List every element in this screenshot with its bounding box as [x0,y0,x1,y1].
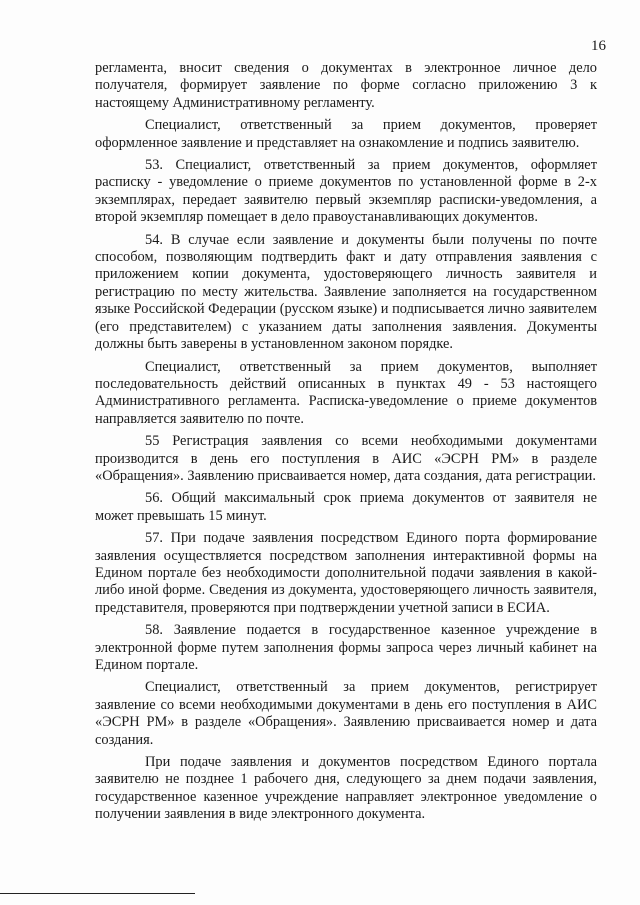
paragraph-58: 58. Заявление подается в государственное казенное учреждение в электронной форме путем заполнения формы запроса через личный кабинет на Едином портале. [95,622,597,673]
page-number: 16 [591,38,606,54]
paragraph: Специалист, ответственный за прием документов, регистрирует заявление со всеми необходимыми документами в день его поступления в АИС «ЭСРН РМ» в разделе «Обращения». Заявлению присваивается номер и дата создания. [95,679,597,748]
paragraph-53: 53. Специалист, ответственный за прием документов, оформляет расписку - уведомление о приеме документов по установленной форме в 2-х экземплярах, передает заявителю первый экземпляр расписки-уведомления, а второй экземпляр помещает в дело правоустанавливающих документов. [95,157,597,226]
paragraph: регламента, вносит сведения о документах в электронное личное дело получателя, формирует заявление по форме согласно приложению 3 к настоящему Административному регламенту. [95,60,597,111]
paragraph-57: 57. При подаче заявления посредством Единого порта формирование заявления осуществляется посредством заполнения интерактивной формы на Едином портале без необходимости дополнительной подачи заявления в какой-либо иной форме. Сведения из документа, удостоверяющего личность заявителя, представителя, проверяются при подтверждении учетной записи в ЕСИА. [95,530,597,616]
paragraph-56: 56. Общий максимальный срок приема документов от заявителя не может превышать 15 минут. [95,490,597,524]
paragraph-55: 55 Регистрация заявления со всеми необходимыми документами производится в день его поступления в АИС «ЭСРН РМ» в разделе «Обращения». Заявлению присваивается номер, дата создания, дата регистрации. [95,433,597,484]
document-body [95,60,597,829]
paragraph: При подаче заявления и документов посредством Единого портала заявителю не позднее 1 рабочего дня, следующего за днем подачи заявления, государственное казенное учреждение направляет электронное уведомление о получении заявления в виде электронного документа. [95,754,597,823]
paragraph: Специалист, ответственный за прием документов, проверяет оформленное заявление и представляет на ознакомление и подпись заявителю. [95,117,597,151]
footnote-divider [0,893,195,894]
paragraph-54: 54. В случае если заявление и документы были получены по почте способом, позволяющим подтвердить факт и дату отправления заявления с приложением копии документа, удостоверяющего личность заявителя и регистрацию по месту жительства. Заявление заполняется на государственном языке Российской Федерации (русском языке) и подписывается лично заявителем (его представителем) с указанием даты заполнения заявления. Документы должны быть заверены в установленном законом порядке. [95,231,597,353]
paragraph: Специалист, ответственный за прием документов, выполняет последовательность действий описанных в пунктах 49 - 53 настоящего Административного регламента. Расписка-уведомление о приеме документов направляется заявителю по почте. [95,358,597,427]
